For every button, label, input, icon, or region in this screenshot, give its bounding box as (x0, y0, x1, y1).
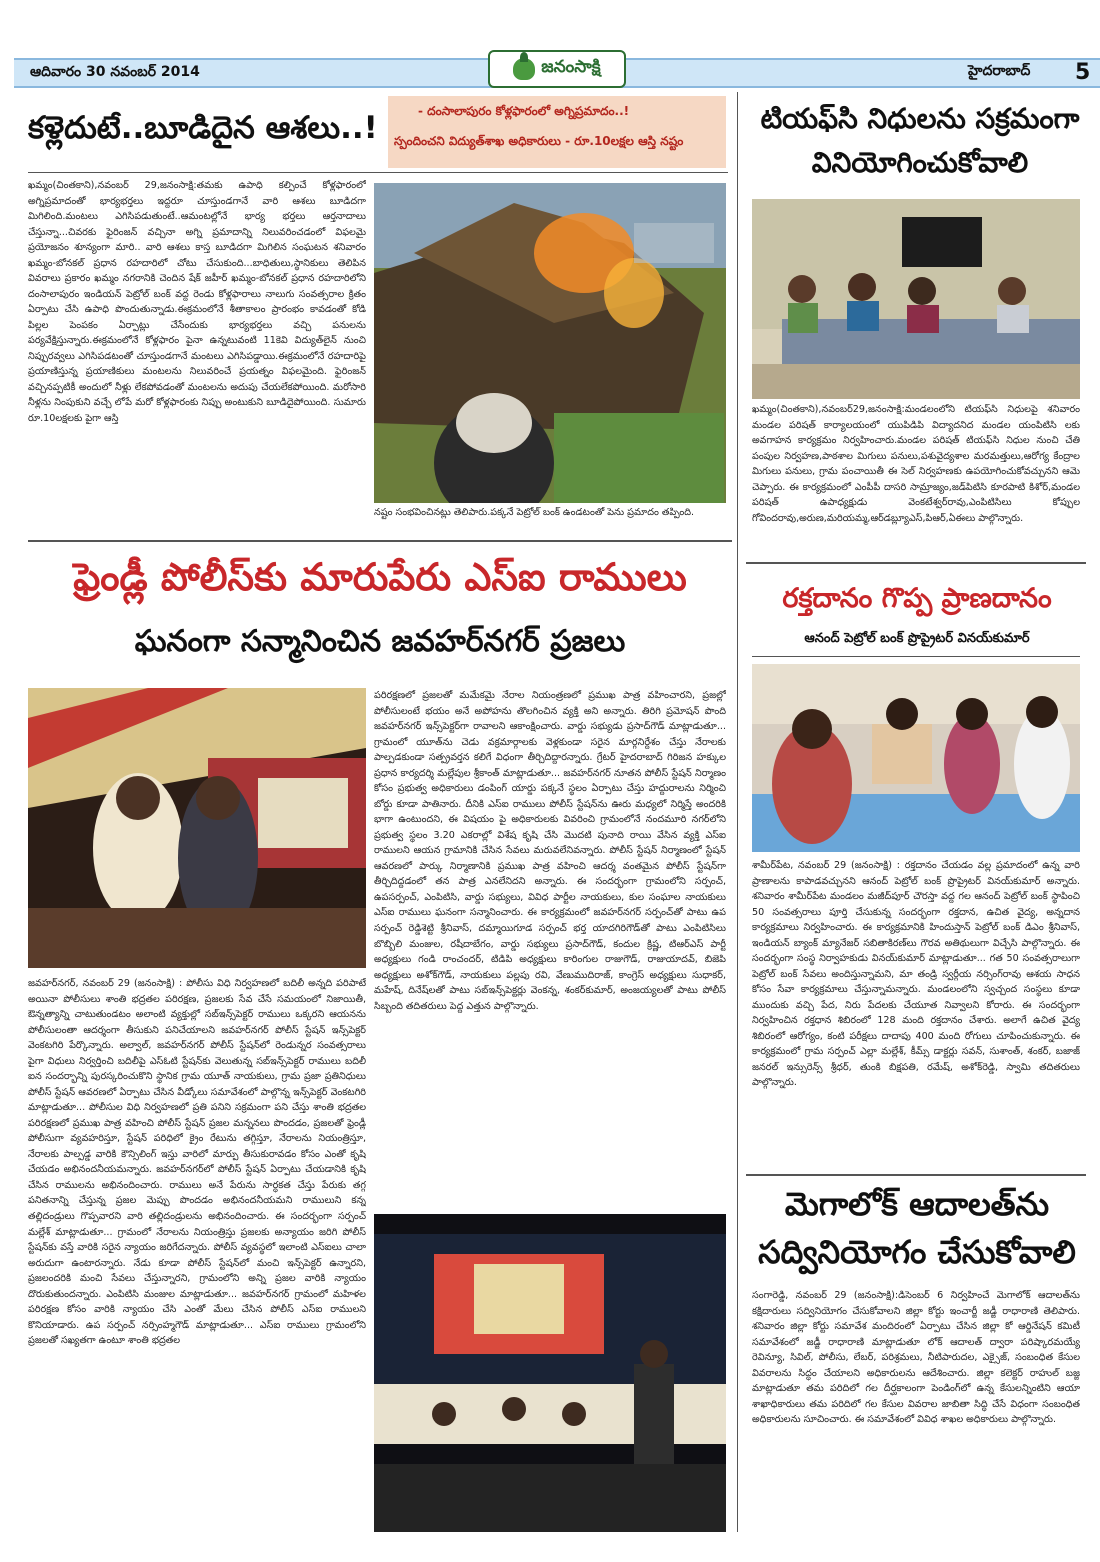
story5-headline-line2: సద్వినియోగం చేసుకోవాలి (758, 1233, 1076, 1271)
story3-photo-1 (28, 688, 366, 968)
story4-headline: రక్తదానం గొప్ప ప్రాణదానం (782, 583, 1052, 614)
edition-city: హైదరాబాద్ (968, 63, 1031, 79)
newspaper-logo (488, 50, 626, 88)
story2-headline-line2: వినియోగించుకోవాలి (811, 146, 1029, 179)
story2-photo (752, 199, 1080, 399)
edition-date: ఆదివారం 30 నవంబర్ 2014 (30, 64, 200, 80)
story3-subhead: ఘనంగా సన్మానించిన జవహర్‌నగర్ ప్రజలు (134, 624, 626, 659)
story1-tagline-1: - దంసాలాపురం కోళ్లఫారంలో అగ్నిప్రమాదం..! (418, 104, 630, 118)
story3-headline: ఫ్రెండ్లీ పోలీస్‌కు మారుపేరు ఎస్‌ఐ రాములు (73, 555, 687, 599)
story2-headline-line1: టియఫ్‌సి నిధులను సక్రమంగా (760, 102, 1080, 135)
story4-photo (752, 664, 1080, 852)
section-rule-right-2 (746, 1174, 1086, 1176)
story4-sub-rule (752, 656, 1080, 657)
story2-body: ఖమ్మం(చింతకాని),నవంబర్29,జనంసాక్షి:మండలంలోని టియఫ్‌సి నిధులపై శనివారం మండల పరిషత్ కార్యాలయంలో యుపిడిపి విద్యాదనిద మండల యంపిటిసి లకు అవగాహన కార్యక్రమం నిర్వహించారు.మండల పరిషత్ టియఫ్‌సి నిధుల నుంచి చేతి పంపుల నిర్వహణ,పాఠశాల మిగులు పనులు,పశువైద్యశాల మరమత్తులు,ఆరోగ్య కేంద్రాల మిగులు పనులు, గ్రామ పంచాయితీ ఈ సెల్ నిర్వహణకు ఉపయోగించుకోవచ్చునని ఆమె చెప్పారు. ఈ కార్యక్రమంలో ఎంపీపీ దాసరి సామ్రాజ్యం,జడ్‌పిటిసి కూరపాటి కిశోర్,మండల పరిషత్ ఉపాధ్యక్షుడు వెంకటేశ్వర్‌రావు,ఎంపిటిసిలు కోప్పుల గోవిందరావు,అరుణ,మరియమ్మ,ఆర్‌డబ్ల్యూఎస్,పిఆర్,ఏఈలు పాల్గొన్నారు. (752, 404, 1080, 524)
masthead (0, 0, 1100, 84)
story3-body-col2: పరిరక్షణలో ప్రజలతో మమేకమై నేరాల నియంత్రణలో ప్రముఖ పాత్ర వహించారని, ప్రజల్లో పోలీసులంటే భయం అనే అపోహను తొలగించిన వ్యక్తి అని అన్నారు. తిరిగి ప్రమోషన్ పొంది జవహర్‌నగర్ ఇన్స్‌పెక్టర్‌గా రావాలని ఆకాంక్షించారు. వార్డు సభ్యుడు ప్రసాద్‌గౌడ్ మాట్లాడుతూ... గ్రామంలో యూత్‌ను చెడు వక్రమార్గాలకు వెళ్లకుండా సరైన మార్గనిర్దేశం చేస్తు నేరాలకు పాల్పడకుండా సత్ప్రవర్తన కలిగే విధంగా తీర్చిదిద్దారన్నారు. గ్రేటర్ హైదరాబాద్ గిరిజన హక్కుల ప్రధాన కార్యదర్శి మల్లేపుల శ్రీకాంత్ మాట్లాడుతూ... జవహర్‌నగర్ నూతన పోలీస్ స్టేషన్ నిర్మాణం కోసం ప్రభుత్వ అధికారులు డంపింగ్ యార్డు పక్కనే స్థలం ఏర్పాటు చేస్తు హద్దురాలను నిర్మించి బోర్డు కూడా పాతినారు. దీనికి ఎస్‌ఐ రాములు పోలీస్ స్టేషన్‌ను ఊరు మధ్యలో నిర్మిస్తే అందరికి భాగా ఉంటుందని, ఈ విషయం పై అధికారులకు వివరించి గ్రామంలోనే నందమూరి నగర్‌లోని ప్రభుత్వ స్థలం 3.20 ఎకరాల్లో విశేష కృషి చేసి మొదటి పునాది రాయి వేసిన వ్యక్తి ఎస్‌ఐ రాములని ఆయన గ్రామానికి చేసిన సేవలు మరువలేనివన్నారు. పోలీస్ స్టేషన్ నిర్మాణంలో స్టేషన్ ఆవరణలో పార్కు నిర్మాణానికి ప్రముఖ పాత్ర వహించి ఆదర్శ వంతమైన పోలీస్ స్టేషన్‌గా తీర్చిదిద్దడంలో తన పాత్ర ఎనలేనిదని అన్నారు. ఈ సందర్భంగా గ్రామంలోని సర్పంచ్, ఉపసర్పంచ్, ఎంపిటిసి, వార్డు సభ్యులు, వివిధ పార్టీల నాయకులు, కుల సంఘాల నాయకులు ఎస్‌ఐ రాములు ఘనంగా సన్మానించారు. ఈ కార్యక్రమంలో జవహర్‌నగర్ సర్పంచ్‌తో పాటు ఉప సర్పంచ్ రెడ్డిశెట్టి శ్రీనివాస్, దమ్మాయిగూడ సర్పంచ్ భర్త యాదగిరిగౌడ్‌తో పాటు ఎంపిటిసిలు బొబ్బిలి మంజుల, రషీదాబేగం, వార్డు సభ్యులు ప్రసాద్‌గౌడ్, కందుల క్రిష్ణ, టిఆర్‌ఎస్ పార్టీ అధ్యక్షులు గండి రాంచందర్, టిడిపి అధ్యక్షులు కారింగుల రాజుగౌడ్, రాజుయాదవ్, బిజెపి అధ్యక్షులు అశోక్‌గౌడ్, నాయకులు పల్లపు రవి, వేణుముదిరాజ్, కాంగ్రెస్ అధ్యక్షులు సుధాకర్, మహేష్, దినేష్‌లతో పాటు సబ్‌ఇన్స్‌పెక్టర్లు వెంకన్న, శంకర్‌కుమార్, అంజయ్యలతో పాటు పోలీస్ సిబ్బంది తదితరులు పెద్ద ఎత్తున పాల్గొన్నారు. (374, 690, 726, 1012)
page-number: 5 (1075, 60, 1091, 85)
story5-body: సంగారెడ్డి, నవంబర్ 29 (జనంసాక్షి):డిసెంబర్ 6 నిర్వహించే మెగాలోక్ ఆదాలత్‌ను కక్షిదారులు సద్వినియోగం చేసుకోవాలని జిల్లా కోర్టు ఇంచార్జీ జడ్జీ రాధారాణి తెలిపారు. శనివారం జిల్లా కోర్టు సమావేశ మందిరంలో ఏర్పాటు చేసిన జిల్లా కో ఆర్డినేషన్ కమిటీ సమావేశంలో జడ్జీ రాధారాణి మాట్లాడుతూ లోక్ ఆదాలత్ ద్వారా పరిష్కారమయ్యే రెవిన్యూ, సివిల్, పోలీసు, లేబర్, పరిశ్రమలు, నీటిపారుదల, ఎక్సైజ్, సంబంధిత కేసుల వివరాలను సిద్ధం చేయాలని అధికారులను ఆదేశించారు. జిల్లా కలెక్టర్ రాహుల్ బజ్జ మాట్లాడుతూ తమ పరిదిలో గల దీర్ఘకాలంగా పెండింగ్‌లో ఉన్న కేసులన్నింటిని ఆయా శాఖాధికారులు తమ పరిదిలో గల కేసుల వివరాల జాబితా సిద్ధి చేసే విధంగా సంబంధిత అధికారులను సూచించారు. ఈ సమావేశంలో వివిధ శాఖల అధికారులు పాల్గొన్నారు. (752, 1290, 1080, 1426)
story3-photo-2 (374, 1214, 726, 1532)
story1-top-rule (28, 172, 728, 173)
story1-caption: నష్టం సంభవించినట్లు తెలిపారు.పక్కనే పెట్రోల్ బంక్ ఉండటంతో పెను ప్రమాదం తప్పింది. (374, 507, 695, 518)
story4-body: శామీర్‌పేట, నవంబర్ 29 (జనంసాక్షి) : రక్తదానం చేయడం వల్ల ప్రమాదంలో ఉన్న వారి ప్రాణాలను కాపాడవచ్చునని ఆనంద్ పెట్రోల్ బంక్ ప్రొప్రైటర్ వినయ్‌కుమార్ అన్నారు. శనివారం శామీర్‌పేట మండలం మజీద్‌పూర్ చౌరస్తా వద్ద గల ఆనంద్ పెట్రోల్ బంక్ స్థాపించి 50 సంవత్సరాలు పూర్తి చేసుకున్న సందర్భంగా రక్తదాన, ఉచిత వైద్య, అన్నదాన కార్యక్రమాలు నిర్వహించారు. ఈ కార్యక్రమానికి హిందుస్తాన్ పెట్రోల్ బంక్ డిఎం శ్రీనివాస్, ఇండియన్ బ్యాంక్ మ్యానేజర్ సబితాకిరణ్‌లు గౌరవ అతిథులుగా విచ్చేసి పాల్గొన్నారు. ఈ సందర్భంగా సంస్థ నిర్వాహకుడు వినయ్‌కుమార్ మాట్లాడుతూ... గత 50 సంవత్సరాలుగా పెట్రోల్ బంక్ సేవలు అందిస్తున్నామని, మా తండ్రి స్వర్గీయ నర్సింగ్‌రావు ఆశయ సాధన కోసం సేవా కార్యక్రమాలు చేస్తున్నామన్నారు. మండలంలోని స్వచ్చంద సంస్థలు కూడా ముందుకు వచ్చి పేద, నిరు పేదలకు చేయూత నివ్వాలని కోరారు. ఈ సందర్భంగా నిర్వహించిన రక్తధాన శిబిరంలో 128 మంది రక్తదానం చేశారు. అలాగే ఉచిత వైద్య శిబిరంలో ఆరోగ్యం, కంటి పరీక్షలు దాదాపు 400 మంది రోగులు చూపించుకున్నారు. ఈ కార్యక్రమంలో గ్రామ సర్పంచ్ ఎల్లా మల్లేశ్, కీమ్స్ డాక్టర్లు సవన్, సుశాంత్, శంకర్, బజాజ్ జనరల్ ఇన్సురెన్స్ శ్రీధర్, తుంకి బిక్షపతి, రమేష్, అశోక్‌రెడ్డి, స్వామి తదితరులు పాల్గొన్నారు. (752, 860, 1080, 1089)
section-rule-right-1 (746, 562, 1086, 564)
story1-tagline-2: స్పందించని విద్యుత్‌శాఖ అధికారులు - రూ.10లక్షల ఆస్తి నష్టం (394, 134, 684, 148)
story1-headline: కళ్లెదుటే..బూడిదైన ఆశలు..! (28, 110, 378, 146)
story1-photo (374, 183, 726, 503)
story5-headline-line1: మెగాలోక్ ఆదాలత్‌ను (784, 1185, 1050, 1223)
column-divider-right (737, 92, 738, 1532)
hands-logo-icon (513, 58, 535, 80)
section-rule-1 (28, 540, 732, 542)
logo-text: జనంసాక్షి (541, 57, 601, 77)
story1-body: ఖమ్మం(చింతకాని),నవంబర్ 29,జనంసాక్షి:తమకు ఉపాధి కల్పించే కోళ్లఫారంలో అగ్నిప్రమాదంతో భార్యభర్తలు ఇద్దరూ చూస్తుండగానే వారి ఆశలు బూడిదగా మిగిలింది.మంటలు ఎగిసిపడుతుంటే..ఆమంటల్లోనే భార్య భర్తలు ఆర్తనాదాలు చేస్తున్నా...చివరకు ఫైరింజన్ వచ్చినా అగ్ని ప్రమాదాన్ని నిలువరించడంలో విఫలమై ప్రయోజనం శూన్యంగా మారి.. వారి ఆశలు కాస్త బూడిదగా మిగిలిన సంఘటన శనివారం ఖమ్మం-బోనకల్ ప్రధాన రహదారిలో చోటు చేసుకుంది...బాధితులు,స్థానికులు తెలిపిన వివరాలు ప్రకారం ఖమ్మం నగరానికి చెందిన షేక్ జహీర్ ఖమ్మం-బోనకల్ ప్రధాన రహదారిలోని దంసాలాపురం ఇండియన్ పెట్రోల్ బంక్ వద్ద రెండు కోళ్లఫారాలు నాలుగు సంవత్సరాల క్రితం ఏర్పాటు చేసి ఉపాధి పొందుతున్నాడు.ఈక్రమంలోనే శీతాకాలం ప్రారంభం కావడంతో కోడి పిల్లల పెంపకం ఏర్పాట్లు చేసేందుకు భార్యభర్తలు వచ్చి పనులను పర్యవేక్షిస్తున్నారు.ఈక్రమంలోనే కోళ్లఫారం పైనా ఉన్నటువంటి 11కెవి విద్యుత్‌లైన్ నుంచి నిప్పురవ్వలు ఎగిసిపడటంతో చూస్తుండగానే మంటలు ఎగిసిపడ్డాయి.ఈక్రమంలోనే రహదారిపై ప్రయాణిస్తున్న ప్రయాణికులు మంటలను నిలువరించే ప్రయత్నం విఫలమైంది. ఫైరింజన్ వచ్చినప్పటికీ అందులో నీళ్లు లేకపోవడంతో మంటలను అదుపు చేయలేకపోయింది. మరోసారి నీళ్లను నింపుకుని వచ్చే లోపే మరో కోళ్లఫారంకు నిప్పు అంటుకుని బూడిదైపోయింది. సుమారు రూ.10లక్షలకు పైగా ఆస్తి (28, 180, 366, 424)
story3-body-col1: జవహర్‌నగర్, నవంబర్ 29 (జనంసాక్షి) : పోలీసు విధి నిర్వహణలో బదిలీ అన్నది పరిపాటే అయినా పోలీసులు శాంతి భద్రతల పరిరక్షణ, ప్రజలకు సేవ చేసే సమయంలో నిజాయితీ, ఔన్నత్యాన్ని చాటుతుండటం అలాంటి వ్యక్తుల్లో సబ్‌ఇన్స్‌పెక్టర్ రాములు ఒక్కరని ఆయనను పోలీసులంతా ఆదర్శంగా తీసుకుని పనిచేయాలని జవహర్‌నగర్ పోలీస్ స్టేషన్ ఇన్స్‌పెక్టర్ వెంకటగిరి పేర్కొన్నారు. అల్వాల్, జవహర్‌నగర్ పోలీస్ స్టేషన్‌లో రెండున్నర సంవత్సరాలు పైగా విధులు నిర్వర్తించి బదిలీపై ఎస్‌ఓటి స్టేషన్‌కు వెలుతున్న సబ్‌ఇన్స్‌పెక్టర్ రాములు బదిలీ ఐన సందర్భాన్ని పురస్కరించుకొని స్థానిక గ్రామ యూత్ నాయకులు, గ్రామ ప్రజా ప్రతినిధులు పోలీస్ స్టేషన్ ఆవరణలో ఏర్పాటు చేసిన వీడ్కోలు సమావేశంలో పాల్గొన్న ఇన్స్‌పెక్టర్ వెంకటగిరి మాట్లాడుతూ... పోలీసుల విధి నిర్వహణలో ప్రతి పనిని సక్రమంగా పని చేస్తు శాంతి భద్రతల పరిరక్షణలో ప్రముఖ పాత్ర వహించి పోలీస్ స్టేషన్ ప్రజల మన్ననలు పొందడం, ప్రజలతో ఫ్రెండ్లీ పోలీసుగా వ్యవహరిస్తూ, స్టేషన్ పరిధిలో క్రైం రేటును తగ్గిస్తూ, నేరాలను నియంత్రిస్తూ, నేరాలకు పాల్పడ్డ వారికి కౌన్సిలింగ్ ఇస్తు వారిలో మార్పు తీసుకురావడం కోసం ఎంతో కృషి చేయడం అభినందనీయమన్నారు. జవహర్‌నగర్‌లో పోలీస్ స్టేషన్ ఏర్పాటు చేయడానికి కృషి చేసిన రాములను అభినందించారు. రాములు అనే పేరును సార్ధకత చేస్తు పేరుకు తగ్గ పనితనాన్ని చేస్తున్న ప్రజల మెప్పు పొందడం అభినందనీయమని రాములుని కన్న తల్లిదండ్రులు గొప్పవారని వారి తల్లిదండ్రులను అభినందించారు. ఈ సందర్భంగా సర్పంచ్ మల్లేశ్ మాట్లాడుతూ... గ్రామంలో నేరాలను నియంత్రిస్తు ప్రజలకు అన్యాయం జరిగి పోలీస్ స్టేషన్‌కు వస్తే వారికి సరైన న్యాయం జరిగేదన్నారు. పోలీస్ వ్యవస్థలో ఇలాంటి ఎస్‌ఐలు చాలా అరుదుగా ఉంటారన్నారు. నేడు కూడా పోలీస్ స్టేషన్‌లో మంచి ఇన్స్‌పెక్టర్ ఉన్నారని, ప్రజలందరికి మంచి సేవలు చేస్తున్నారని, గ్రామంలోని అన్ని ప్రజల వారికి న్యాయం దొరుకుతుందన్నారు. ఎంపిటిసి మంజుల మాట్లాడుతూ... జవహర్‌నగర్ గ్రామంలో మహిళల పరిరక్షణ కోసం వారికి న్యాయం చేసి ఎంతో మేలు చేసిన పోలీస్ ఎస్‌ఐ రాములని కొనియాడారు. ఉప సర్పంచ్ నర్సింహ్మగౌడ్ మాట్లాడుతూ... ఎస్‌ఐ రాములు గ్రామంలోని ప్రజలతో సఖ్యతగా ఉంటూ శాంతి భద్రతల (28, 978, 366, 1347)
story4-subhead: ఆనంద్ పెట్రోల్ బంక్ ప్రొప్రైటర్ వినయ్‌కుమార్ (804, 631, 1030, 646)
